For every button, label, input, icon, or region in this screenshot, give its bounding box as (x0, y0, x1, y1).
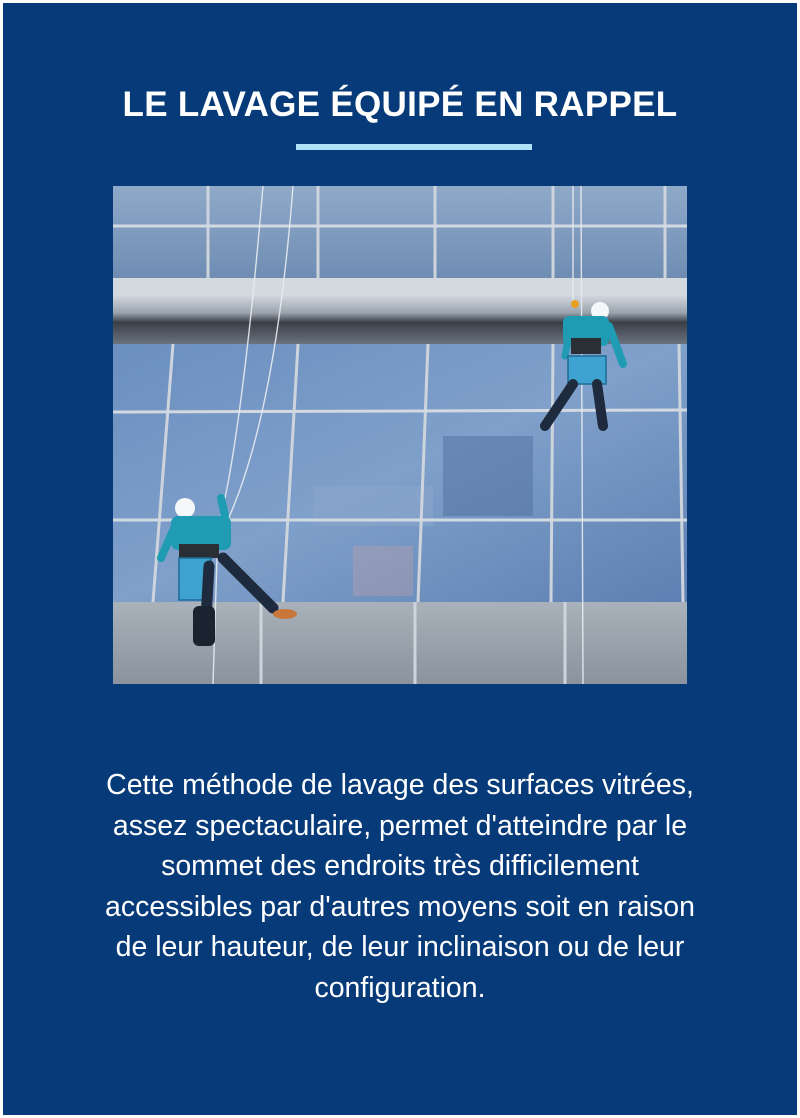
page-title: LE LAVAGE ÉQUIPÉ EN RAPPEL (122, 85, 678, 124)
rope-access-window-cleaning-photo (113, 186, 687, 684)
content-card (3, 3, 797, 1115)
description-paragraph: Cette méthode de lavage des surfaces vitrées, assez spectaculaire, permet d'atteindre par le sommet des endroits très difficilement accessibles par d'autres moyens soit en raison de leur hauteur, de leur inclinaison ou de leur configuration. (105, 769, 695, 1004)
title-underline (296, 144, 532, 150)
